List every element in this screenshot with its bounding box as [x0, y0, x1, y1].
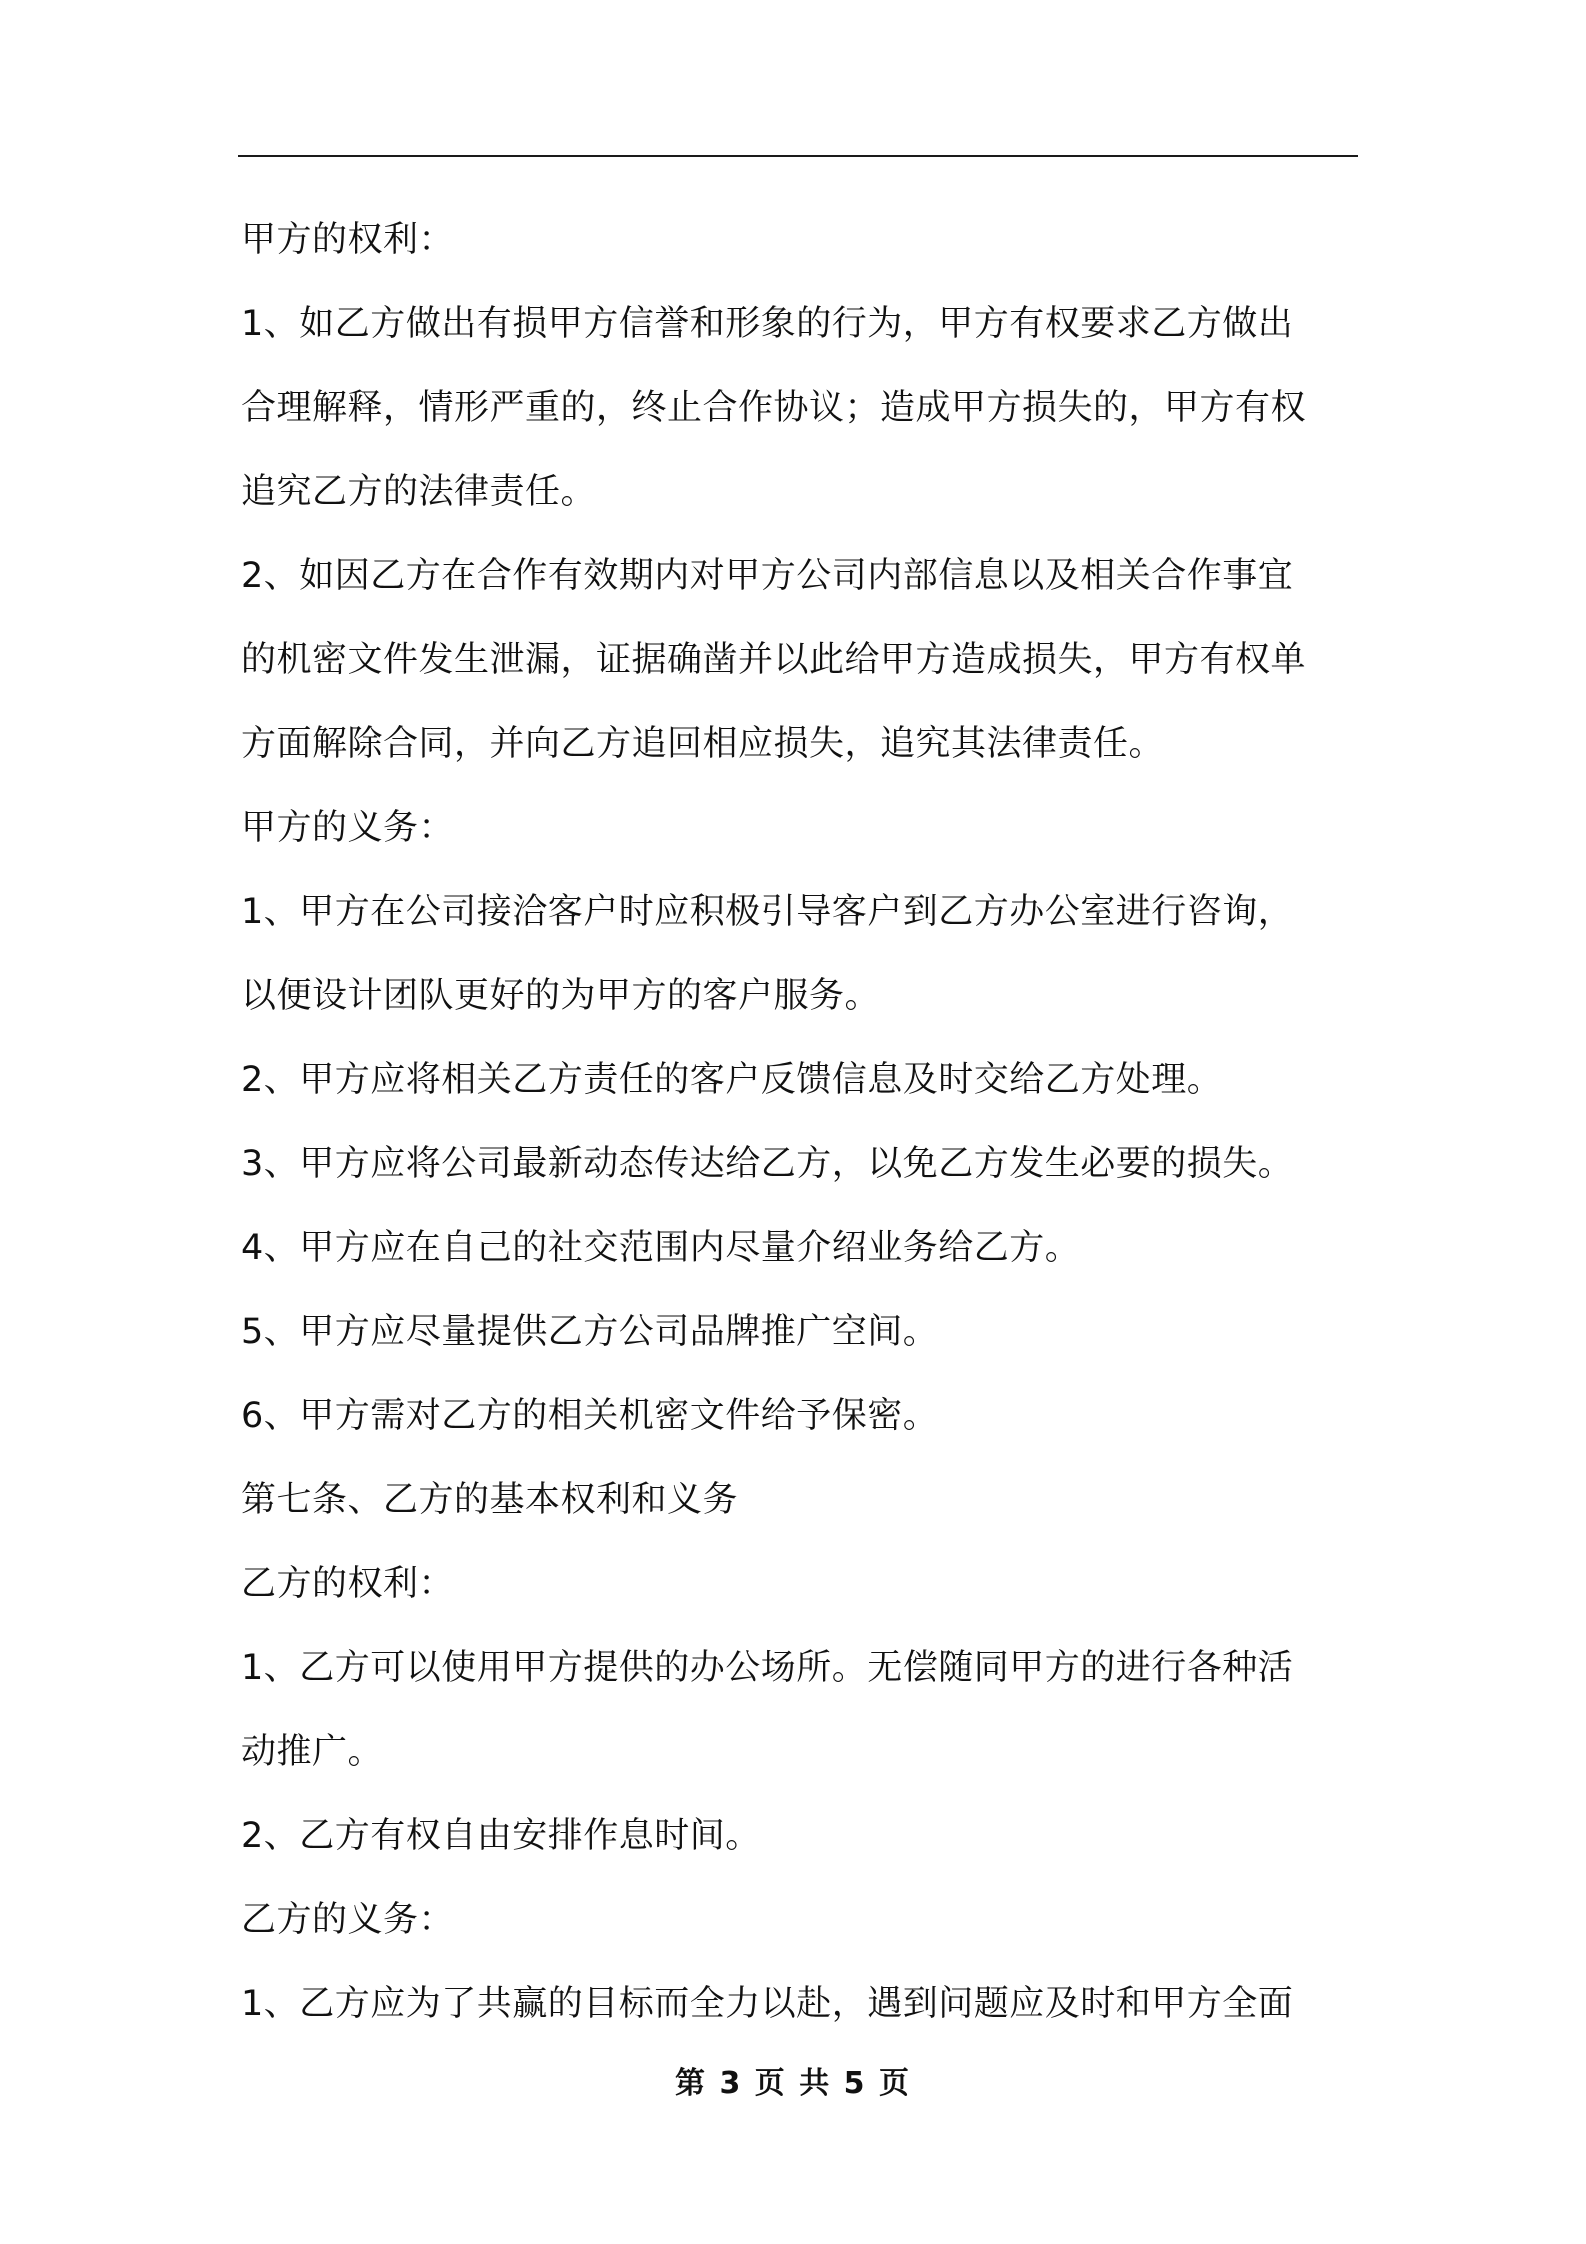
- paragraph-line: 2、乙方有权自由安排作息时间。: [241, 1816, 761, 1856]
- section-heading-party-a-rights: 甲方的权利：: [241, 220, 455, 260]
- paragraph-line: 1、乙方可以使用甲方提供的办公场所。无偿随同甲方的进行各种活: [241, 1648, 1294, 1688]
- paragraph-line: 1、乙方应为了共赢的目标而全力以赴，遇到问题应及时和甲方全面: [241, 1984, 1294, 2024]
- document-body: [241, 198, 1358, 2046]
- paragraph-line: 追究乙方的法律责任。: [241, 472, 597, 512]
- paragraph-line: 2、如因乙方在合作有效期内对甲方公司内部信息以及相关合作事宜: [241, 556, 1294, 596]
- paragraph-line: 4、甲方应在自己的社交范围内尽量介绍业务给乙方。: [241, 1228, 1081, 1268]
- paragraph-line: 动推广。: [241, 1732, 384, 1772]
- article-heading-seven: 第七条、乙方的基本权利和义务: [241, 1480, 739, 1520]
- header-divider: [238, 155, 1358, 157]
- paragraph-line: 以便设计团队更好的为甲方的客户服务。: [241, 976, 881, 1016]
- page-footer: [0, 2058, 1586, 2102]
- paragraph-line: 3、甲方应将公司最新动态传达给乙方，以免乙方发生必要的损失。: [241, 1144, 1294, 1184]
- paragraph-line: 1、甲方在公司接洽客户时应积极引导客户到乙方办公室进行咨询，: [241, 892, 1294, 932]
- section-heading-party-b-rights: 乙方的权利：: [241, 1564, 455, 1604]
- section-heading-party-a-obligations: 甲方的义务：: [241, 808, 455, 848]
- page-number-label: 第 3 页 共 5 页: [675, 2066, 911, 2101]
- paragraph-line: 2、甲方应将相关乙方责任的客户反馈信息及时交给乙方处理。: [241, 1060, 1223, 1100]
- paragraph-line: 的机密文件发生泄漏，证据确凿并以此给甲方造成损失，甲方有权单: [241, 640, 1307, 680]
- paragraph-line: 6、甲方需对乙方的相关机密文件给予保密。: [241, 1396, 939, 1436]
- section-heading-party-b-obligations: 乙方的义务：: [241, 1900, 455, 1940]
- paragraph-line: 5、甲方应尽量提供乙方公司品牌推广空间。: [241, 1312, 939, 1352]
- paragraph-line: 合理解释，情形严重的，终止合作协议；造成甲方损失的，甲方有权: [241, 388, 1307, 428]
- paragraph-line: 方面解除合同，并向乙方追回相应损失，追究其法律责任。: [241, 724, 1165, 764]
- paragraph-line: 1、如乙方做出有损甲方信誉和形象的行为，甲方有权要求乙方做出: [241, 304, 1294, 344]
